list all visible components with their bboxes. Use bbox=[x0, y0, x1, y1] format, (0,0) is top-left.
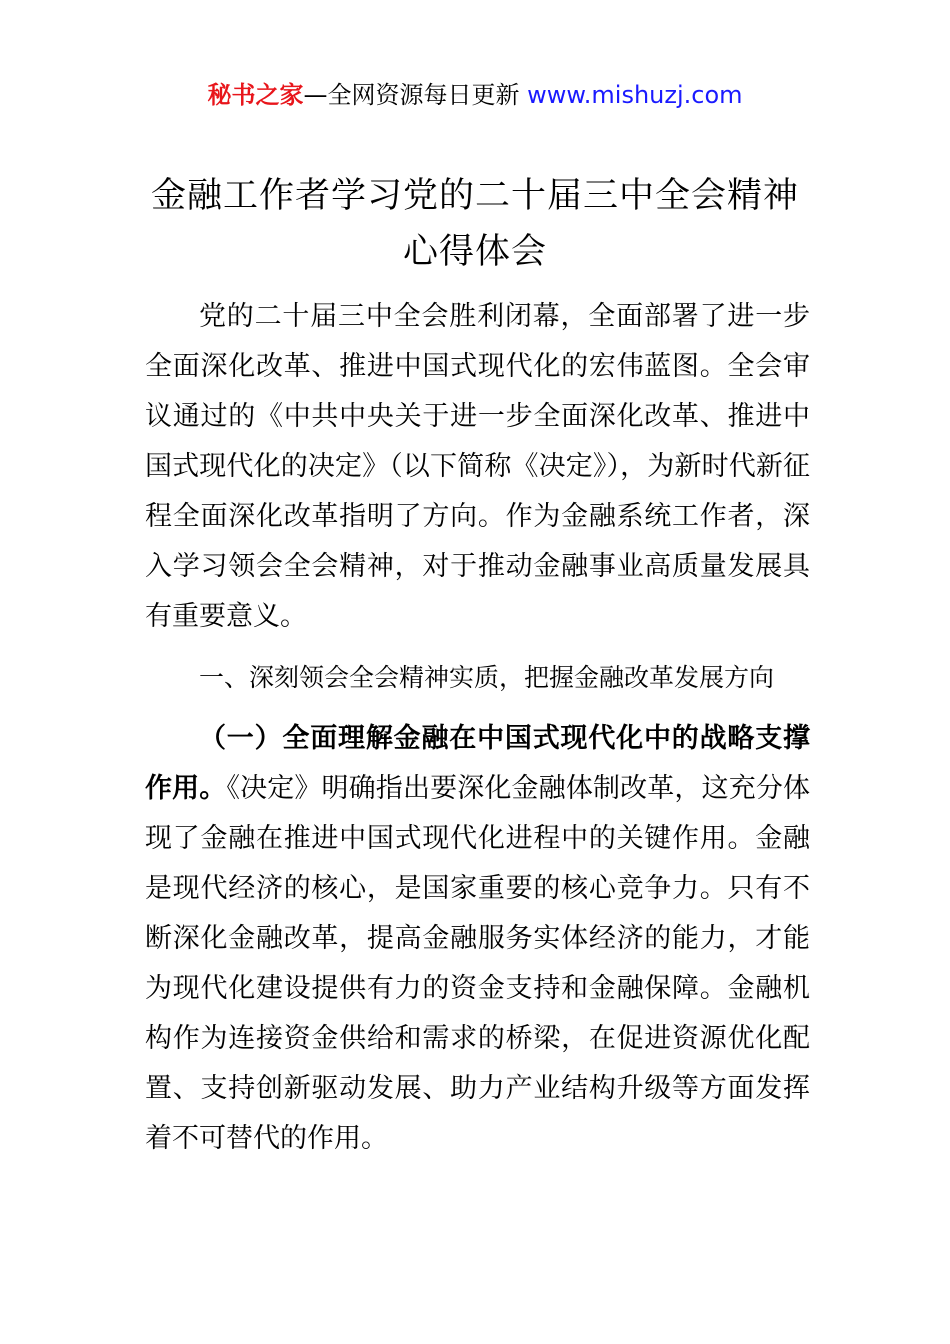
subsection-1-heading: （一）全面理解金融在中国式现代化中的战略支撑作用。 bbox=[145, 723, 810, 804]
title-line-1: 金融工作者学习党的二十届三中全会精神 bbox=[150, 176, 799, 216]
site-header bbox=[0, 78, 950, 112]
subsection-1-body: 《决定》明确指出要深化金融体制改革，这充分体现了金融在推进中国式现代化进程中的关键作用。金融是现代经济的核心，是国家重要的核心竞争力。只有不断深化金融改革，提高金融服务实体经济的能力，才能为现代化建设提供有力的资金支持和金融保障。金融机构作为连接资金供给和需求的桥梁，在促进资源优化配置、支持创新驱动发展、助力产业结构升级等方面发挥着不可替代的作用。 bbox=[145, 773, 810, 1154]
section-1-heading: 一、深刻领会全会精神实质，把握金融改革发展方向 bbox=[199, 663, 775, 692]
site-brand: 秘书之家 bbox=[207, 81, 304, 109]
intro-paragraph: 党的二十届三中全会胜利闭幕，全面部署了进一步全面深化改革、推进中国式现代化的宏伟蓝图。全会审议通过的《中共中央关于进一步全面深化改革、推进中国式现代化的决定》（以下简称《决定》），为新时代新征程全面深化改革指明了方向。作为金融系统工作者，深入学习领会全会精神，对于推动金融事业高质量发展具有重要意义。 bbox=[145, 301, 810, 632]
title-line-2: 心得体会 bbox=[402, 232, 547, 272]
site-url[interactable]: www.mishuzj.com bbox=[527, 81, 743, 109]
site-slogan: —全网资源每日更新 bbox=[303, 81, 528, 109]
document-body bbox=[145, 292, 810, 1164]
subsection-1-paragraph bbox=[145, 714, 810, 1164]
document-title bbox=[100, 168, 850, 280]
